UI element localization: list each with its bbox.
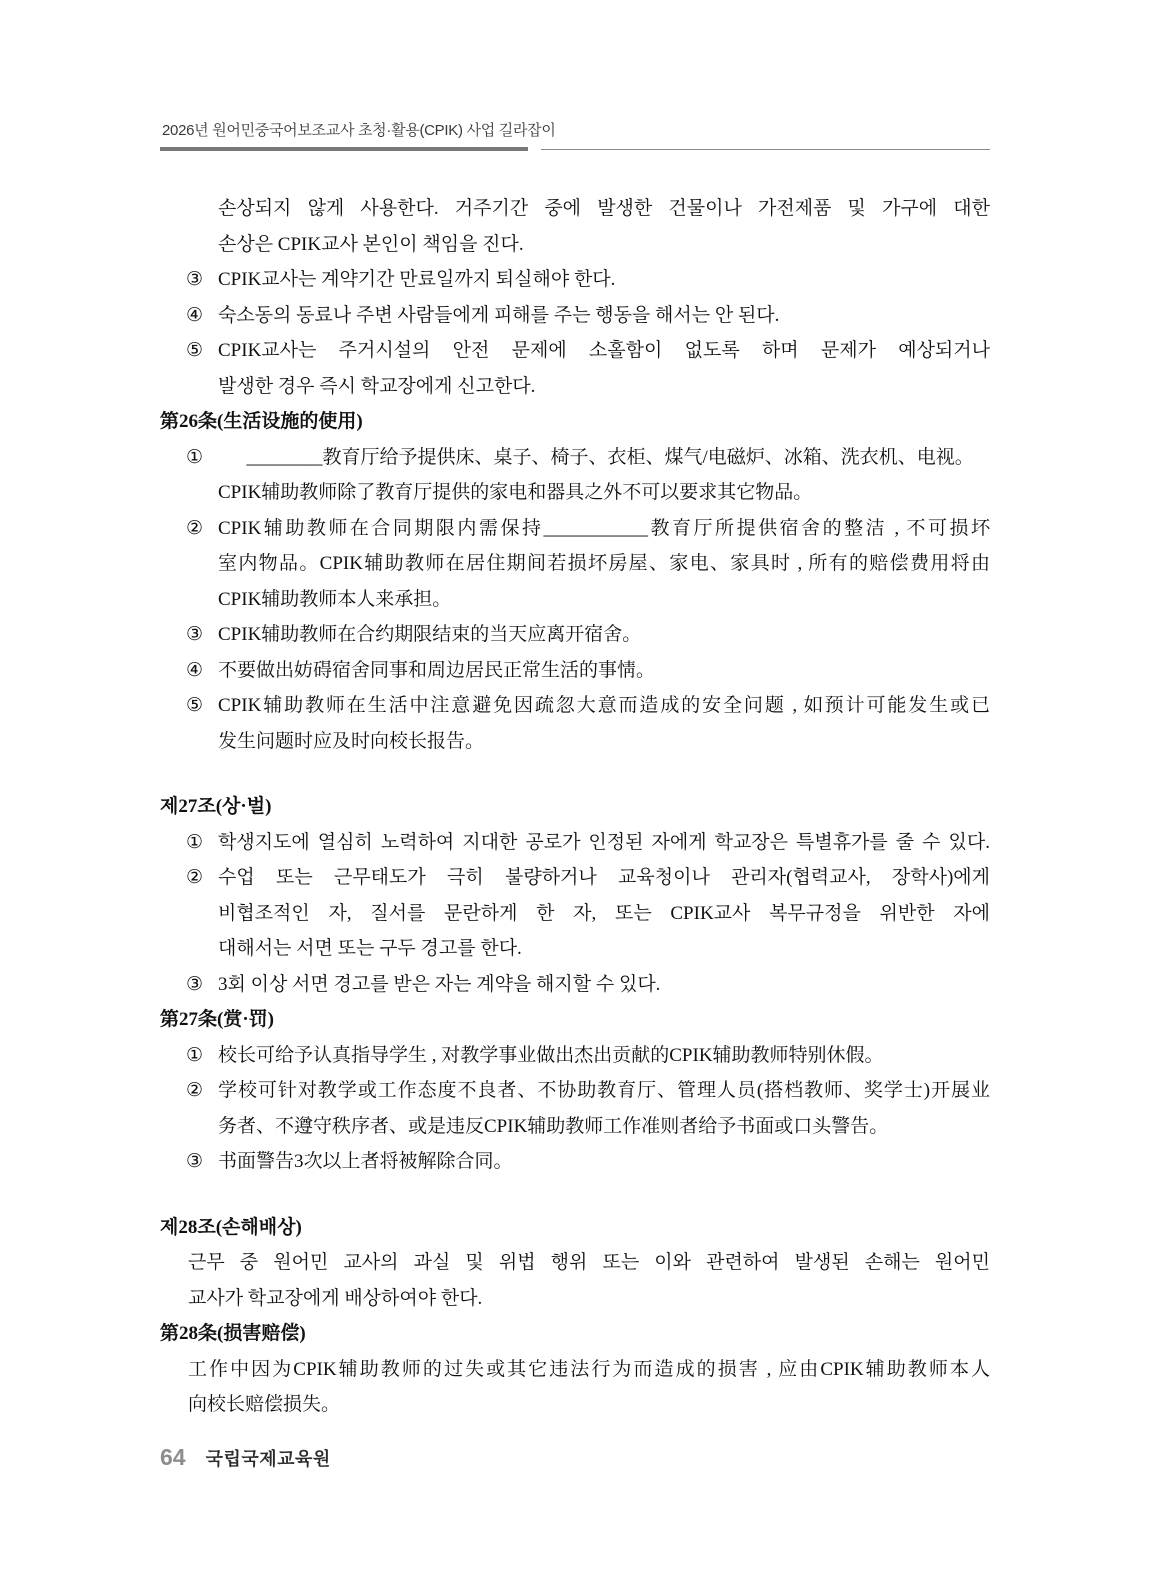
item-number-marker: ⑤ (186, 695, 204, 716)
document-line (160, 1387, 990, 1423)
line-text: 务者、不遵守秩序者、或是违反CPIK辅助教师工作准则者给予书面或口头警告。 (218, 1115, 889, 1137)
item-number-marker: ② (186, 1080, 204, 1101)
item-number-marker: ④ (186, 659, 204, 681)
line-text: 校长可给予认真指导学生 , 对教学事业做出杰出贡献的CPIK辅助教师特别休假。 (218, 1044, 884, 1066)
item-number-marker: ① (186, 1044, 204, 1066)
line-text: 发生问题时应及时向校长报告。 (218, 730, 485, 752)
document-line (160, 1038, 990, 1074)
document-line (160, 825, 990, 861)
document-line (160, 227, 990, 263)
document-line (160, 191, 990, 227)
line-text: CPIK辅助教师本人来承担。 (218, 588, 452, 610)
line-text: 向校长赔偿损失。 (188, 1394, 341, 1415)
document-line (160, 931, 990, 967)
item-number-marker: ① (186, 831, 204, 853)
item-number-marker: ② (186, 867, 204, 888)
item-number-marker: ③ (186, 269, 204, 290)
item-number-marker: ④ (186, 304, 204, 326)
document-line (160, 1109, 990, 1145)
document-line (160, 1144, 990, 1180)
document-line (160, 582, 990, 618)
document-line (160, 653, 990, 689)
document-line (160, 617, 990, 653)
document-line (160, 546, 990, 582)
heading-text: 第26条(生活设施的使用) (160, 411, 363, 432)
document-body (160, 191, 990, 1423)
section-heading-article27-ko (160, 789, 990, 825)
item-number-marker: ③ (186, 624, 204, 645)
line-text: 수업 또는 근무태도가 극히 불량하거나 교육청이나 관리자(협력교사, 장학사)에게 (218, 867, 990, 888)
document-line (160, 724, 990, 760)
line-text: CPIK교사는 주거시설의 안전 문제에 소홀함이 없도록 하며 문제가 예상되거나 (218, 340, 990, 361)
footer-organization-name: 국립국제교육원 (205, 1449, 331, 1469)
page-footer (160, 1444, 331, 1471)
line-text: 교사가 학교장에게 배상하여야 한다. (188, 1287, 483, 1309)
line-text: 대해서는 서면 또는 구두 경고를 한다. (218, 938, 522, 959)
line-text: 3회 이상 서면 경고를 받은 자는 계약을 해지할 수 있다. (218, 973, 661, 995)
header-rule-thick (160, 147, 528, 151)
section-heading-article26-zh (160, 404, 990, 440)
line-text: 근무 중 원어민 교사의 과실 및 위법 행위 또는 이와 관련하여 발생된 손해는 원어민 (188, 1252, 990, 1273)
line-text: 비협조적인 자, 질서를 문란하게 한 자, 또는 CPIK교사 복무규정을 위반한 자에 (218, 902, 990, 924)
line-text: 书面警告3次以上者将被解除合同。 (218, 1151, 513, 1172)
document-line (160, 440, 990, 476)
item-number-marker: ② (186, 517, 204, 539)
line-text: 발생한 경우 즉시 학교장에게 신고한다. (218, 375, 536, 397)
document-line (160, 262, 990, 298)
item-number-marker: ③ (186, 973, 204, 995)
document-line (160, 896, 990, 932)
document-line (160, 1073, 990, 1109)
section-heading-article28-ko (160, 1210, 990, 1246)
line-text: 工作中因为CPIK辅助教师的过失或其它违法行为而造成的损害 , 应由CPIK辅助教师本人 (188, 1358, 990, 1380)
header-title: 2026년 원어민중국어보조교사 초청·활용(CPIK) 사업 길라잡이 (162, 122, 556, 139)
section-heading-article27-zh (160, 1002, 990, 1038)
line-text: CPIK辅助教师在合同期限内需保持___________教育厅所提供宿舍的整洁 , 不可损坏 (218, 517, 990, 539)
document-line (160, 511, 990, 547)
line-text: 손상되지 않게 사용한다. 거주기간 중에 발생한 건물이나 가전제품 및 가구에 대한 (218, 198, 990, 219)
line-text: CPIK辅助教师在生活中注意避免因疏忽大意而造成的安全问题 , 如预计可能发生或已 (218, 695, 990, 716)
section-heading-article28-zh (160, 1316, 990, 1352)
document-line (160, 333, 990, 369)
line-text: 학생지도에 열심히 노력하여 지대한 공로가 인정된 자에게 학교장은 특별휴가를 줄 수 있다. (218, 831, 990, 853)
line-text: ________教育厅给予提供床、桌子、椅子、衣柜、煤气/电磁炉、冰箱、洗衣机、电视。 (218, 446, 974, 468)
heading-text: 제28조(손해배상) (160, 1216, 302, 1238)
line-text: CPIK辅助教师在合约期限结束的当天应离开宿舍。 (218, 624, 642, 645)
document-line (160, 1245, 990, 1281)
document-line (160, 967, 990, 1003)
line-text: 学校可针对教学或工作态度不良者、不协助教育厅、管理人员(搭档教师、奖学士)开展业 (218, 1080, 990, 1101)
document-line (160, 298, 990, 334)
item-number-marker: ① (186, 446, 204, 468)
document-line (160, 860, 990, 896)
heading-text: 第27条(赏·罚) (160, 1009, 274, 1030)
line-text: CPIK辅助教师除了教育厅提供的家电和器具之外不可以要求其它物品。 (218, 482, 813, 503)
header-rule-thin (541, 149, 990, 150)
line-text: 손상은 CPIK교사 본인이 책임을 진다. (218, 233, 524, 255)
line-text: CPIK교사는 계약기간 만료일까지 퇴실해야 한다. (218, 269, 616, 290)
document-line (160, 1352, 990, 1388)
item-number-marker: ③ (186, 1151, 204, 1172)
document-line (160, 1281, 990, 1317)
line-text: 室内物品。CPIK辅助教师在居住期间若损坏房屋、家电、家具时 , 所有的赔偿费用将由 (218, 553, 990, 574)
document-line (160, 475, 990, 511)
document-line (160, 688, 990, 724)
footer-page-number: 64 (160, 1444, 186, 1470)
line-text: 숙소동의 동료나 주변 사람들에게 피해를 주는 행동을 해서는 안 된다. (218, 304, 780, 326)
item-number-marker: ⑤ (186, 340, 204, 361)
document-line (160, 369, 990, 405)
heading-text: 第28条(损害赔偿) (160, 1323, 306, 1344)
heading-text: 제27조(상·벌) (160, 796, 272, 817)
line-text: 不要做出妨碍宿舍同事和周边居民正常生活的事情。 (218, 659, 656, 681)
